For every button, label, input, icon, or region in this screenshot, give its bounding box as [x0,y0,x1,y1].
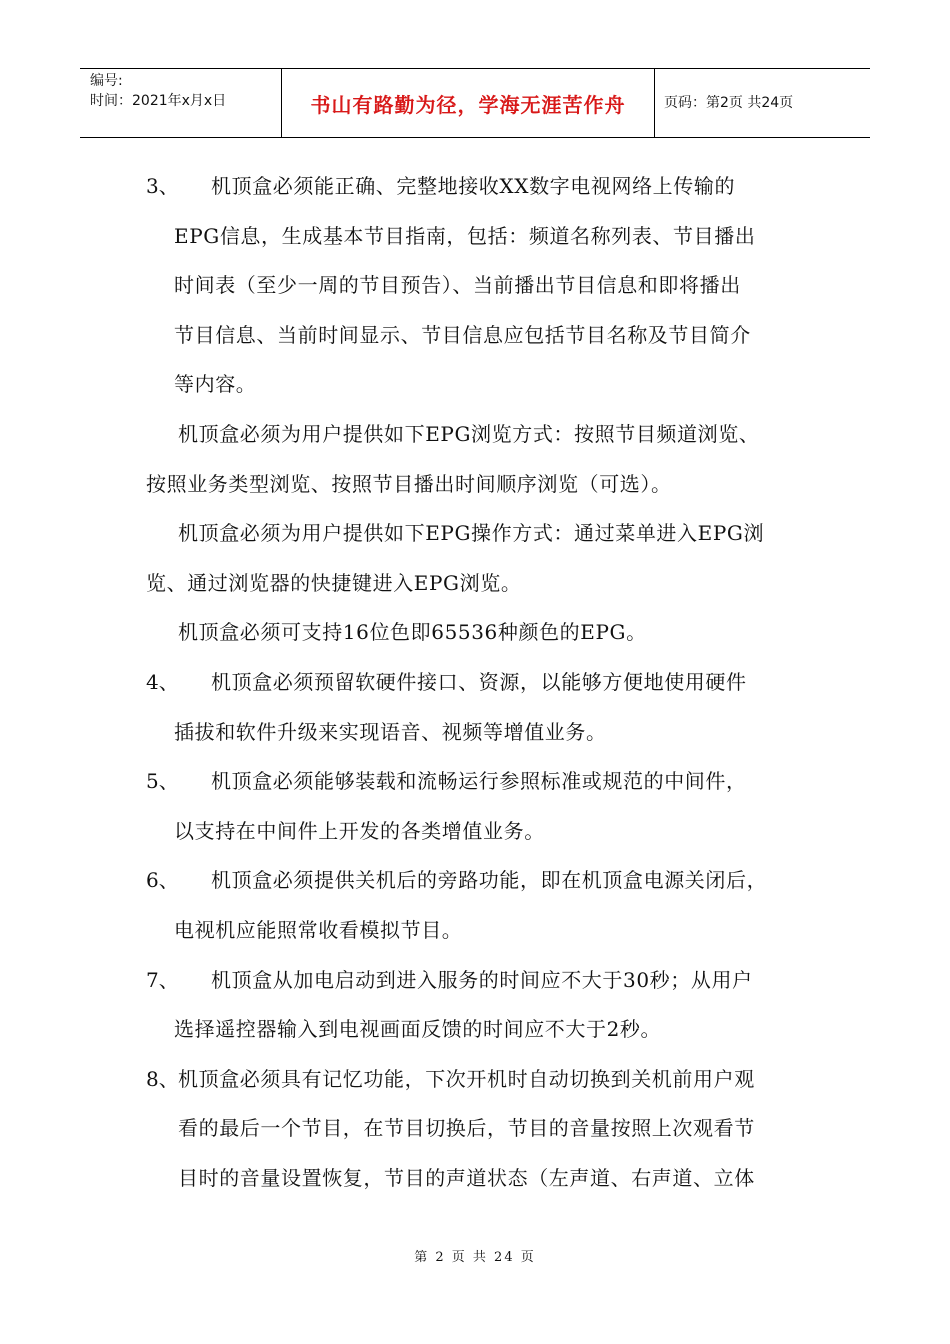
paragraph-line: 等内容。 [174,372,257,397]
paragraph-line: 目时的音量设置恢复，节目的声道状态（左声道、右声道、立体 [178,1166,755,1190]
paragraph-line: 选择遥控器输入到电视画面反馈的时间应不大于2秒。 [174,1017,662,1042]
page-footer: 第 2 页 共 24 页 [414,1250,536,1265]
document-time-label: 时间：2021年x月x日 [90,93,227,109]
header-meta [90,71,226,111]
header-motto: 书山有路勤为径，学海无涯苦作舟 [310,92,626,117]
paragraph-line: EPG信息，生成基本节目指南，包括：频道名称列表、节目播出 [174,223,756,248]
paragraph-line: 电视机应能照常收看模拟节目。 [174,918,463,942]
document-number-label: 编号: [90,73,123,89]
paragraph-line: 机顶盒必须能正确、完整地接收XX数字电视网络上传输的 [211,174,736,198]
paragraph-line: 插拔和软件升级来实现语音、视频等增值业务。 [174,719,607,744]
item-number: 6、 [146,868,179,893]
item-number: 8、 [146,1066,179,1091]
paragraph-line: 看的最后一个节目，在节目切换后，节目的音量按照上次观看节 [178,1116,755,1141]
paragraph-line: 机顶盒必须为用户提供如下EPG操作方式：通过菜单进入EPG浏 [178,521,765,546]
paragraph-line: 以支持在中间件上开发的各类增值业务。 [174,818,545,843]
item-number: 7、 [146,967,179,992]
paragraph-line: 时间表（至少一周的节目预告）、当前播出节目信息和即将播出 [174,273,741,298]
paragraph-line: 览、通过浏览器的快捷键进入EPG浏览。 [146,570,522,595]
paragraph-line: 机顶盒必须提供关机后的旁路功能，即在机顶盒电源关闭后， [211,868,768,893]
paragraph-line: 机顶盒必须为用户提供如下EPG浏览方式：按照节目频道浏览、 [178,422,760,446]
paragraph-line: 按照业务类型浏览、按照节目播出时间顺序浏览（可选）。 [146,471,672,496]
paragraph-line: 机顶盒从加电启动到进入服务的时间应不大于30秒；从用户 [211,967,753,992]
paragraph-line: 机顶盒必须预留软硬件接口、资源，以能够方便地使用硬件 [211,670,747,694]
paragraph-line: 机顶盒必须能够装载和流畅运行参照标准或规范的中间件， [211,769,747,794]
page-header [80,68,870,138]
paragraph-line: 节目信息、当前时间显示、节目信息应包括节目名称及节目简介 [174,322,751,347]
item-number: 3、 [146,174,179,198]
paragraph-line: 机顶盒必须具有记忆功能，下次开机时自动切换到关机前用户观 [178,1066,755,1091]
paragraph-line: 机顶盒必须可支持16位色即65536种颜色的EPG。 [178,620,647,645]
header-page-code: 页码：第2页 共24页 [664,95,794,111]
item-number: 5、 [146,769,179,794]
item-number: 4、 [146,670,179,694]
